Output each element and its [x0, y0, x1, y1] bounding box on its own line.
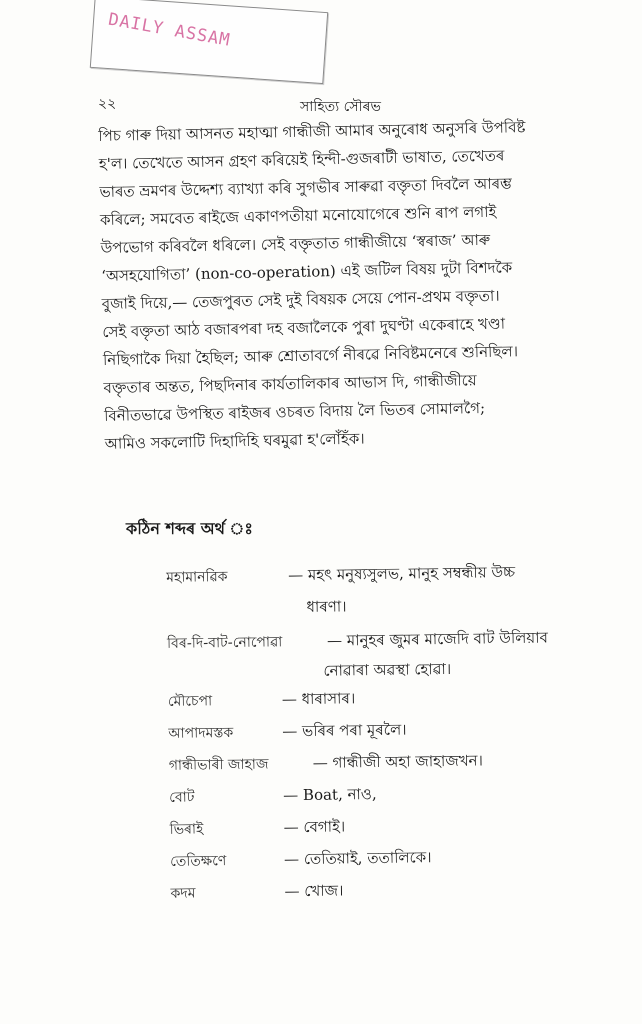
- paragraph-line: আমিও সকলোটি দিহাদিহি ঘৰমুৱা হ'লোঁহঁক।: [104, 429, 365, 453]
- paragraph-line: নিছিগাকৈ দিয়া হৈছিল; আৰু শ্ৰোতাবৰ্গে নীৰৱে নিবিষ্টমনেৰে শুনিছিল।: [102, 342, 519, 369]
- glossary-definition-continuation: ধাৰণা।: [306, 597, 347, 616]
- glossary-definition: — ভৰিৰ পৰা মূৰলৈ।: [282, 720, 407, 741]
- glossary-term: আপাদমস্তক: [168, 724, 234, 742]
- glossary-definition: — ধাৰাসাৰ।: [281, 689, 356, 709]
- paragraph-line: ‘অসহযোগিতা’ (non-co-operation) এই জটিল বিষয় দুটা বিশদকৈ: [101, 258, 513, 285]
- glossary-term: বিৰ-দি-বাট-নোপোৱা: [166, 634, 283, 652]
- glossary-heading: কঠিন শব্দৰ অৰ্থ ঃ: [126, 519, 253, 538]
- glossary-list: [158, 560, 623, 914]
- glossary-term: গান্ধীভাৰী জাহাজ: [168, 756, 269, 774]
- paragraph-line: পিচ গাৰু দিয়া আসনত মহাত্মা গান্ধীজী আমাৰ অনুৰোধ অনুসৰি উপবিষ্ট: [98, 118, 526, 145]
- glossary-definition: — Boat, নাও,: [283, 784, 377, 805]
- glossary-term: তেতিক্ষণে: [170, 853, 227, 870]
- glossary-term: কদম: [170, 885, 196, 902]
- paragraph-line: কৰিলে; সমবেত ৰাইজে একাণপতীয়া মনোযোগেৰে শুনি ৰাপ লগাই: [99, 202, 497, 229]
- paragraph-line: বিনীতভাৱে উপস্থিত ৰাইজৰ ওচৰত বিদায় লৈ ভিতৰ সোমালগৈ;: [103, 398, 486, 425]
- glossary-definition-continuation: নোৱাৰা অৱস্থা হোৱা।: [323, 659, 452, 680]
- glossary-entry: [158, 560, 619, 632]
- paragraph-line: উপভোগ কৰিবলৈ ধৰিলে। সেই বক্তৃতাত গান্ধীজীয়ে ‘স্বৰাজ’ আৰু: [100, 230, 491, 257]
- paragraph-line: সেই বক্তৃতা আঠ বজাৰপৰা দহ বজালৈকে পুৰা দুঘণ্টা একেৰাহে খণ্ডা: [102, 314, 506, 341]
- glossary-definition: — গান্ধীজী অহা জাহাজখন।: [312, 751, 484, 772]
- glossary-definition: — মহৎ মনুষ্যসুলভ, মানুহ সম্বন্ধীয় উচ্চ: [288, 563, 516, 585]
- glossary-entry: [159, 626, 620, 690]
- glossary-entry: [162, 876, 622, 914]
- glossary-definition: — খোজ।: [284, 881, 344, 901]
- paragraph-line: হ'ল। তেখেতে আসন গ্ৰহণ কৰিয়েই হিন্দী-গুজৰাটী ভাষাত, তেখেতৰ: [98, 146, 505, 173]
- glossary-definition: — বেগাই।: [283, 817, 346, 837]
- library-stamp: [90, 0, 328, 84]
- body-paragraph: [98, 111, 627, 458]
- glossary-term: ভিৰাই: [169, 821, 204, 838]
- paragraph-line: ভাৰত ভ্ৰমণৰ উদ্দেশ্য ব্যাখ্যা কৰি সুগভীৰ সাৰুৱা বক্তৃতা দিবলৈ আৰম্ভ: [99, 174, 513, 201]
- glossary-term: মহামানৱিক: [166, 569, 228, 586]
- glossary-term: মৌচেপা: [167, 693, 213, 710]
- stamp-text: DAILY ASSAM: [106, 9, 232, 51]
- glossary-term: বোট: [169, 789, 195, 806]
- glossary-definition: — মানুহৰ জুমৰ মাজেদি বাট উলিয়াব: [326, 628, 549, 650]
- paragraph-line: বক্তৃতাৰ অন্তত, পিছদিনাৰ কাৰ্যতালিকাৰ আভাস দি, গান্ধীজীয়ে: [103, 371, 477, 397]
- glossary-definition: — তেতিয়াই, ততালিকে।: [283, 848, 432, 869]
- page-number: ২২: [98, 96, 117, 112]
- running-head: সাহিত্য সৌৰভ: [300, 99, 381, 115]
- paragraph-line: বুজাই দিয়ে,— তেজপুৰত সেই দুই বিষয়ক সেয়ে পোন-প্ৰথম বক্তৃতা।: [101, 286, 500, 313]
